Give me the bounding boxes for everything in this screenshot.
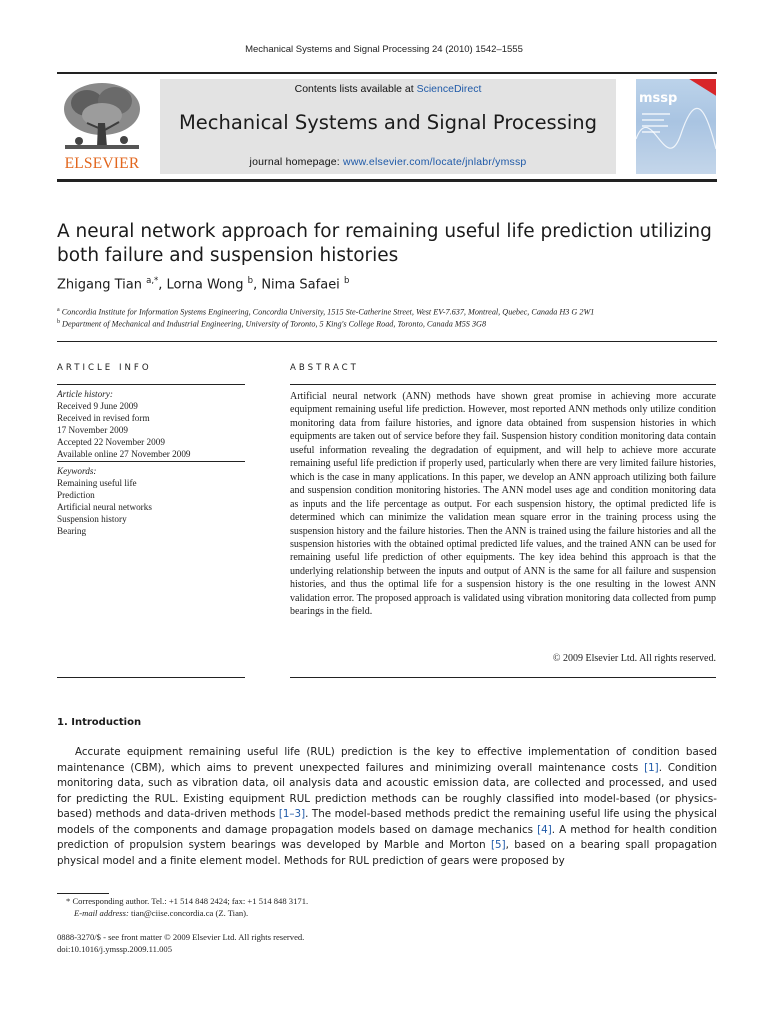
- affiliation-text: Concordia Institute for Information Systems Engineering, Concordia University, 1515 Ste-Catherine Street, West EV-7.637, Montreal, Quebec, Canada H3 G 2W1: [61, 307, 595, 317]
- masthead-top-rule: [57, 72, 717, 74]
- article-title: A neural network approach for remaining useful life prediction utilizing both failure and suspension histories: [57, 221, 712, 266]
- journal-cover-thumbnail: [636, 79, 716, 174]
- article-info-rule: [57, 384, 245, 385]
- keyword-item: Prediction: [57, 489, 95, 500]
- affiliation-mark: a: [57, 307, 60, 313]
- author-name[interactable]: Zhigang Tian: [57, 277, 142, 293]
- introduction-heading: 1. Introduction: [57, 717, 142, 728]
- article-info-bottom-rule: [57, 677, 245, 678]
- abstract-heading: ABSTRACT: [290, 363, 359, 373]
- history-item: Available online 27 November 2009: [57, 448, 191, 459]
- cover-mssp-text: mssp: [639, 91, 678, 106]
- keywords-label: Keywords:: [57, 466, 97, 476]
- intro-text-segment: . A method for health condition prediction of propulsion system bearings was developed by Marble and Morton: [57, 823, 717, 851]
- intro-text-segment: Accurate equipment remaining useful life (RUL) prediction is the key to effective implementation of condition based maintenance (CBM), which aims to prevent unexpected failures and minimizing overall maintenance costs: [57, 746, 717, 774]
- history-label: Article history:: [57, 389, 113, 399]
- author-list: Zhigang Tian $^{a,*}$, Lorna Wong $^b$, Nima Safaei $^b$: [57, 276, 350, 293]
- elsevier-wordmark: ELSEVIER: [64, 155, 140, 172]
- keywords: [57, 466, 245, 537]
- abstract-bottom-rule: [290, 677, 716, 678]
- keyword-item: Suspension history: [57, 513, 127, 524]
- email-address[interactable]: tian@ciise.concordia.ca (Z. Tian).: [128, 908, 249, 918]
- intro-text-segment: . Condition monitoring data, such as vibration data, oil analysis data and acoustic emission data, are collected and processed, and used for predicting the RUL. Existing equipment RUL prediction methods can be roughly classified into model-based (or physics-based) methods and data-driven methods: [57, 761, 717, 820]
- affiliation-mark: b: [57, 319, 60, 325]
- author-affiliation-mark: b: [343, 276, 350, 286]
- section-divider: [57, 341, 717, 342]
- homepage-prefix: journal homepage:: [249, 156, 344, 168]
- running-head: Mechanical Systems and Signal Processing 24 (2010) 1542–1555: [245, 44, 523, 55]
- history-item: Received in revised form: [57, 412, 150, 423]
- article-history: [57, 389, 245, 460]
- affiliation-text: Department of Mechanical and Industrial Engineering, University of Toronto, 5 King's College Road, Toronto, Canada M5S 3G8: [62, 319, 487, 329]
- journal-title: Mechanical Systems and Signal Processing: [178, 111, 598, 134]
- email-label: E-mail address:: [74, 908, 129, 918]
- masthead-bottom-rule: [57, 179, 717, 182]
- affiliation-a: [57, 307, 737, 317]
- history-item: Received 9 June 2009: [57, 400, 138, 411]
- abstract-copyright: © 2009 Elsevier Ltd. All rights reserved.: [552, 653, 716, 664]
- author-name[interactable]: Lorna Wong: [166, 277, 244, 293]
- intro-text-segment: . The model-based methods predict the remaining useful life using the physical models of the components and damage propagation models based on damage mechanics: [57, 808, 718, 836]
- keyword-item: Remaining useful life: [57, 477, 137, 488]
- affiliation-b: [57, 319, 737, 329]
- history-item: Accepted 22 November 2009: [57, 436, 165, 447]
- doi-line[interactable]: doi:10.1016/j.ymssp.2009.11.005: [57, 944, 172, 954]
- contents-line: [160, 83, 616, 95]
- keyword-item: Bearing: [57, 525, 87, 536]
- citation-link[interactable]: [1]: [644, 761, 659, 774]
- introduction-paragraph: [57, 745, 717, 869]
- article-info-heading: ARTICLE INFO: [57, 363, 152, 373]
- abstract-rule: [290, 384, 716, 385]
- keywords-rule: [57, 461, 245, 462]
- author-affiliation-mark: b: [247, 276, 254, 286]
- citation-link[interactable]: [4]: [537, 823, 552, 836]
- journal-banner: [160, 79, 616, 174]
- keyword-item: Artificial neural networks: [57, 501, 152, 512]
- homepage-link[interactable]: www.elsevier.com/locate/jnlabr/ymssp: [343, 156, 527, 168]
- history-item: 17 November 2009: [57, 424, 128, 435]
- citation-link[interactable]: [1–3]: [278, 808, 306, 820]
- author-name[interactable]: Nima Safaei: [261, 277, 340, 293]
- journal-homepage-line: [160, 156, 616, 168]
- intro-text-segment: , based on a bearing spall propagation physical model and a finite element model. Methods for RUL prediction of gears were proposed by: [57, 839, 717, 867]
- abstract-text: Artificial neural network (ANN) methods have shown great promise in achieving more accurate equipment remaining useful life prediction. However, most reported ANN methods only utilize condition monitoring data from failure histories, and ignore data obtained from suspension histories in which equipments are taken out of service before they fail. Suspension history condition monitoring data contain useful information revealing the degradation of equipment, and will help to achieve more accurate remaining useful life prediction if properly used, particularly when there are very limited failure histories, which is the case in many applications. In this paper, we develop an ANN approach utilizing both failure and suspension condition monitoring histories. The ANN model uses age and condition monitoring data as inputs and the life percentage as output. For each suspension history, the optimal predicted life is determined which can minimize the validation mean square error in the training process using the suspension history and the failure histories. Then the ANN is trained using the failure histories and all the suspension histories with the obtained optimal predicted life values, and the trained ANN can be used for remaining useful life prediction of other equipments. The key idea behind this approach is that the underlying relationship between the inputs and output of ANN is the same for all failure and suspension histories, and thus the optimal life for a suspension history is the one resulting in the lowest ANN validation error. The proposed approach is validated using vibration monitoring data collected from pump bearings in the field.: [290, 391, 716, 618]
- citation-link[interactable]: [5]: [491, 839, 506, 851]
- author-affiliation-mark: a,*: [146, 276, 159, 286]
- contents-prefix: Contents lists available at: [294, 83, 417, 95]
- corresponding-author-footnote: * Corresponding author. Tel.: +1 514 848 2424; fax: +1 514 848 3171.: [66, 896, 309, 906]
- issn-line: 0888-3270/$ - see front matter © 2009 Elsevier Ltd. All rights reserved.: [57, 932, 305, 942]
- footnote-rule: [57, 893, 109, 894]
- sciencedirect-link[interactable]: ScienceDirect: [416, 83, 482, 95]
- email-footnote: [74, 908, 734, 918]
